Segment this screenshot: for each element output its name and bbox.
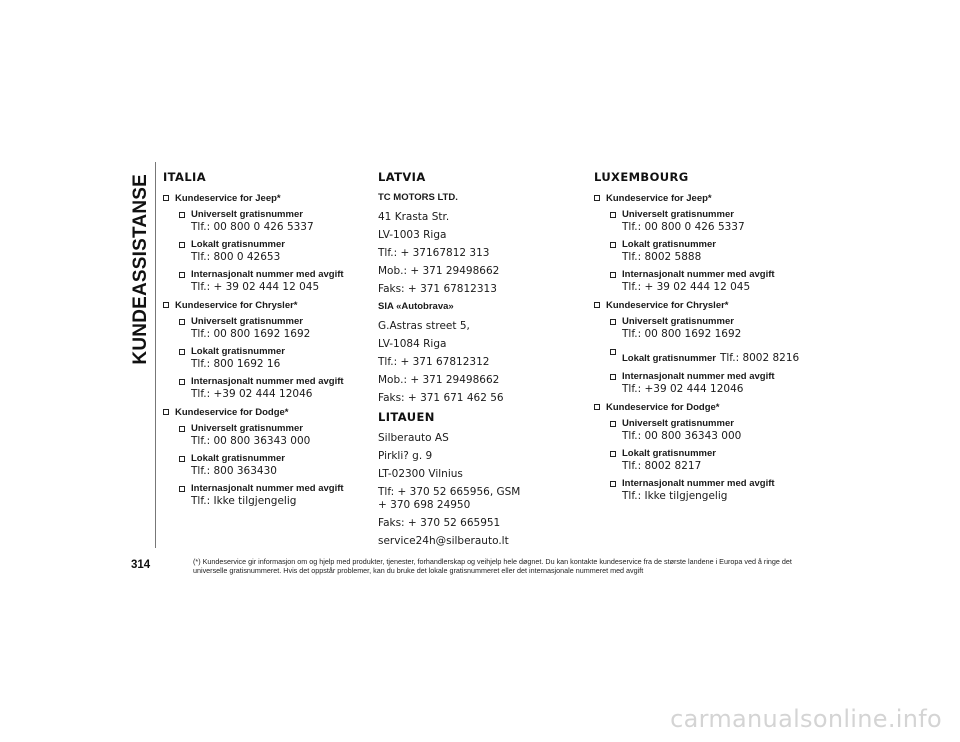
address-line: Pirkli? g. 9 — [378, 450, 433, 462]
fax-line: Faks: + 371 671 462 56 — [378, 392, 504, 404]
lux-dodge-service: Kundeservice for Dodge* — [594, 401, 804, 414]
lux-chrysler-universal: Universelt gratisnummer Tlf.: 00 800 1692 1692 — [594, 316, 804, 341]
italia-chrysler-universal: Universelt gratisnummer Tlf.: 00 800 1692 1692 — [163, 316, 368, 341]
checkbox-bullet-icon — [179, 379, 185, 385]
lux-dodge-local: Lokalt gratisnummer Tlf.: 8002 8217 — [594, 448, 804, 473]
latvia-heading: LATVIA — [378, 170, 426, 184]
lux-dodge-intl: Internasjonalt nummer med avgift Tlf.: Ikke tilgjengelig — [594, 478, 804, 503]
italia-jeep-service: Kundeservice for Jeep* — [163, 192, 368, 205]
page-number: 314 — [131, 559, 151, 571]
italia-chrysler-service: Kundeservice for Chrysler* — [163, 299, 368, 312]
phone-line: Tlf: + 370 52 665956, GSM — [378, 486, 521, 498]
lux-jeep-universal: Universelt gratisnummer Tlf.: 00 800 0 426 5337 — [594, 209, 804, 234]
address-line: LV-1003 Riga — [378, 229, 447, 241]
section-side-label: KUNDEASSISTANSE — [130, 174, 151, 365]
checkbox-bullet-icon — [179, 319, 185, 325]
mobile-line: Mob.: + 371 29498662 — [378, 374, 500, 386]
italia-dodge-service: Kundeservice for Dodge* — [163, 406, 368, 419]
address-line: G.Astras street 5, — [378, 320, 470, 332]
italia-dodge-intl: Internasjonalt nummer med avgift Tlf.: Ikke tilgjengelig — [163, 483, 368, 508]
lux-jeep-local: Lokalt gratisnummer Tlf.: 8002 5888 — [594, 239, 804, 264]
email-line: service24h@silberauto.lt — [378, 535, 509, 547]
checkbox-bullet-icon — [163, 409, 169, 415]
checkbox-bullet-icon — [594, 404, 600, 410]
latvia-column — [378, 170, 588, 553]
italia-column — [163, 170, 368, 513]
italia-jeep-local: Lokalt gratisnummer Tlf.: 800 0 42653 — [163, 239, 368, 264]
phone-line: + 370 698 24950 — [378, 499, 471, 511]
address-line: LT-02300 Vilnius — [378, 468, 463, 480]
lux-chrysler-intl: Internasjonalt nummer med avgift Tlf.: +39 02 444 12046 — [594, 371, 804, 396]
lux-jeep-intl: Internasjonalt nummer med avgift Tlf.: + 39 02 444 12 045 — [594, 269, 804, 294]
checkbox-bullet-icon — [610, 481, 616, 487]
company-name: TC MOTORS LTD. — [378, 192, 458, 203]
checkbox-bullet-icon — [610, 451, 616, 457]
checkbox-bullet-icon — [179, 349, 185, 355]
watermark: carmanualsonline.info — [670, 705, 942, 733]
lux-dodge-universal: Universelt gratisnummer Tlf.: 00 800 36343 000 — [594, 418, 804, 443]
fax-line: Faks: + 370 52 665951 — [378, 517, 501, 529]
company-line: Silberauto AS — [378, 432, 449, 444]
checkbox-bullet-icon — [610, 421, 616, 427]
address-line: LV-1084 Riga — [378, 338, 447, 350]
checkbox-bullet-icon — [163, 302, 169, 308]
fax-line: Faks: + 371 67812313 — [378, 283, 497, 295]
italia-dodge-universal: Universelt gratisnummer Tlf.: 00 800 36343 000 — [163, 423, 368, 448]
lux-jeep-service: Kundeservice for Jeep* — [594, 192, 804, 205]
checkbox-bullet-icon — [179, 456, 185, 462]
luxembourg-column — [594, 170, 804, 508]
italia-dodge-local: Lokalt gratisnummer Tlf.: 800 363430 — [163, 453, 368, 478]
checkbox-bullet-icon — [610, 212, 616, 218]
checkbox-bullet-icon — [594, 195, 600, 201]
checkbox-bullet-icon — [163, 195, 169, 201]
checkbox-bullet-icon — [179, 426, 185, 432]
checkbox-bullet-icon — [610, 349, 616, 355]
checkbox-bullet-icon — [179, 486, 185, 492]
italia-jeep-intl: Internasjonalt nummer med avgift Tlf.: + 39 02 444 12 045 — [163, 269, 368, 294]
checkbox-bullet-icon — [179, 212, 185, 218]
checkbox-bullet-icon — [179, 272, 185, 278]
checkbox-bullet-icon — [610, 319, 616, 325]
italia-jeep-universal: Universelt gratisnummer Tlf.: 00 800 0 426 5337 — [163, 209, 368, 234]
checkbox-bullet-icon — [594, 302, 600, 308]
footnote: (*) Kundeservice gir informasjon om og hjelp med produkter, tjenester, forhandlerskap og veihjelp hele døgnet. Du kan kontakte kundeservice fra de største landene i Europa ved å ringe det universelle gratisnummeret. Hvis det oppstår problemer, kan du bruke det lokale gratisnummeret eller det internasjonale nummeret med avgift — [193, 557, 792, 575]
phone-line: Tlf.: + 37167812 313 — [378, 247, 490, 259]
checkbox-bullet-icon — [179, 242, 185, 248]
litauen-heading: LITAUEN — [378, 410, 435, 424]
checkbox-bullet-icon — [610, 272, 616, 278]
mobile-line: Mob.: + 371 29498662 — [378, 265, 500, 277]
luxembourg-heading: LUXEMBOURG — [594, 170, 689, 184]
lux-chrysler-service: Kundeservice for Chrysler* — [594, 299, 804, 312]
checkbox-bullet-icon — [610, 374, 616, 380]
italia-chrysler-local: Lokalt gratisnummer Tlf.: 800 1692 16 — [163, 346, 368, 371]
side-divider — [155, 162, 156, 548]
italia-chrysler-intl: Internasjonalt nummer med avgift Tlf.: +39 02 444 12046 — [163, 376, 368, 401]
italia-heading: ITALIA — [163, 170, 207, 184]
lux-chrysler-local: Lokalt gratisnummer Tlf.: 8002 8216 — [594, 346, 804, 366]
checkbox-bullet-icon — [610, 242, 616, 248]
address-line: 41 Krasta Str. — [378, 211, 450, 223]
phone-line: Tlf.: + 371 67812312 — [378, 356, 490, 368]
company-name: SIA «Autobrava» — [378, 301, 454, 312]
